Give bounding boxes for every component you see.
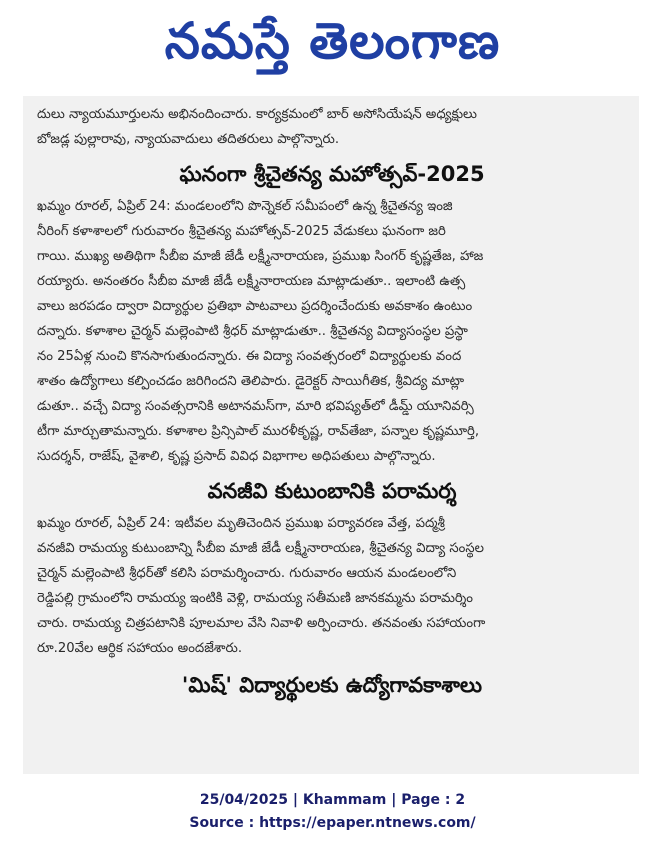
text-line: శాతం ఉద్యోగాలు కల్పించడం జరిగిందని తెలిపారు. డైరెక్టర్ సాయిగీతిక, శ్రీవిద్య మాట్లా	[37, 374, 465, 389]
article-1-headline: ఘనంగా శ్రీచైతన్య మహోత్సవ్-2025	[179, 162, 485, 186]
text-line: సుదర్శన్, రాజేష్, వైశాలి, కృష్ణ ప్రసాద్ వివిధ విభాగాల అధిపతులు పాల్గొన్నారు.	[37, 449, 436, 464]
newspaper-logo: నమస్తే తెలంగాణ	[164, 12, 501, 70]
article-1-body	[37, 194, 627, 469]
text-line: చైర్మన్ మల్లెంపాటి శ్రీధర్‌తో కలిసి పరామర్శించారు. గురువారం ఆయన మండలంలోని	[37, 566, 457, 581]
text-line: డుతూ.. వచ్చే విద్యా సంవత్సరానికి అటానమస్‌గా, మారి భవిష్యత్‌లో డీమ్డ్ యూనివర్సి	[37, 399, 474, 414]
footer-source: Source : https://epaper.ntnews.com/	[189, 815, 476, 831]
text-line: రయ్యారు. అనంతరం సీబీఐ మాజీ జేడీ లక్ష్మీనారాయణ మాట్లాడుతూ.. ఇలాంటి ఉత్స	[37, 274, 466, 289]
text-line: టీగా మార్చుతామన్నారు. కళాశాల ప్రిన్సిపాల్ మురళీకృష్ణ, రావ్‌తేజా, పన్నాల కృష్ణమూర్తి,	[37, 424, 480, 439]
footer-date-edition: 25/04/2025 | Khammam | Page : 2	[199, 792, 466, 808]
news-clipping	[23, 96, 639, 774]
text-line: రూ.20వేల ఆర్థిక సహాయం అందజేశారు.	[37, 641, 243, 656]
text-line: దులు న్యాయమూర్తులను అభినందించారు. కార్యక్రమంలో బార్ అసోసియేషన్ అధ్యక్షులు	[37, 107, 477, 122]
masthead	[0, 0, 665, 90]
text-line: ఖమ్మం రూరల్, ఏప్రిల్ 24: ఇటీవల మృతిచెందిన ప్రముఖ పర్యావరణ వేత్త, పద్మశ్రీ	[37, 516, 445, 531]
text-line: వనజీవి రామయ్య కుటుంబాన్ని సీబీఐ మాజీ జేడీ లక్ష్మీనారాయణ, శ్రీచైతన్య విద్యా సంస్థల	[37, 541, 484, 556]
text-line: నం 25ఏళ్ల నుంచి కొనసాగుతుందన్నారు. ఈ విద్యా సంవత్సరంలో విద్యార్థులకు వంద	[37, 349, 462, 364]
text-line: నీరింగ్ కళాశాలలో గురువారం శ్రీచైతన్య మహోత్సవ్-2025 వేడుకలు ఘనంగా జరి	[37, 224, 446, 239]
text-line: దన్నారు. కళాశాల చైర్మన్ మల్లెంపాటి శ్రీధర్ మాట్లాడుతూ.. శ్రీచైతన్య విద్యాసంస్థల ప్రస్థా	[37, 324, 468, 339]
article-2-body	[37, 511, 627, 661]
text-line: ఖమ్మం రూరల్, ఏప్రిల్ 24: మండలంలోని పొన్నెకల్ సమీపంలో ఉన్న శ్రీచైతన్య ఇంజి	[37, 199, 453, 214]
text-line: బోజడ్ల పుల్లారావు, న్యాయవాదులు తదితరులు పాల్గొన్నారు.	[37, 132, 340, 147]
text-line: రెడ్డిపల్లి గ్రామంలోని రామయ్య ఇంటికి వెళ్లి, రామయ్య సతీమణి జానకమ్మను పరామర్శిం	[37, 591, 473, 606]
text-line: చారు. రామయ్య చిత్రపటానికి పూలమాల వేసి నివాళి అర్పించారు. తనవంతు సహాయంగా	[37, 616, 486, 631]
text-line: గాయి. ముఖ్య అతిథిగా సీబీఐ మాజీ జేడీ లక్ష్మీనారాయణ, ప్రముఖ సింగర్ కృష్ణతేజ, హాజ	[37, 249, 484, 264]
text-line: వాలు జరపడం ద్వారా విద్యార్థుల ప్రతిభా పాటవాలు ప్రదర్శించేందుకు అవకాశం ఉంటుం	[37, 299, 473, 314]
article-2-headline: వనజీవి కుటుంబానికి పరామర్శ	[207, 479, 457, 503]
article-top-text	[37, 102, 627, 152]
article-3-headline: 'మిష్' విద్యార్థులకు ఉద్యోగావకాశాలు	[181, 673, 483, 697]
